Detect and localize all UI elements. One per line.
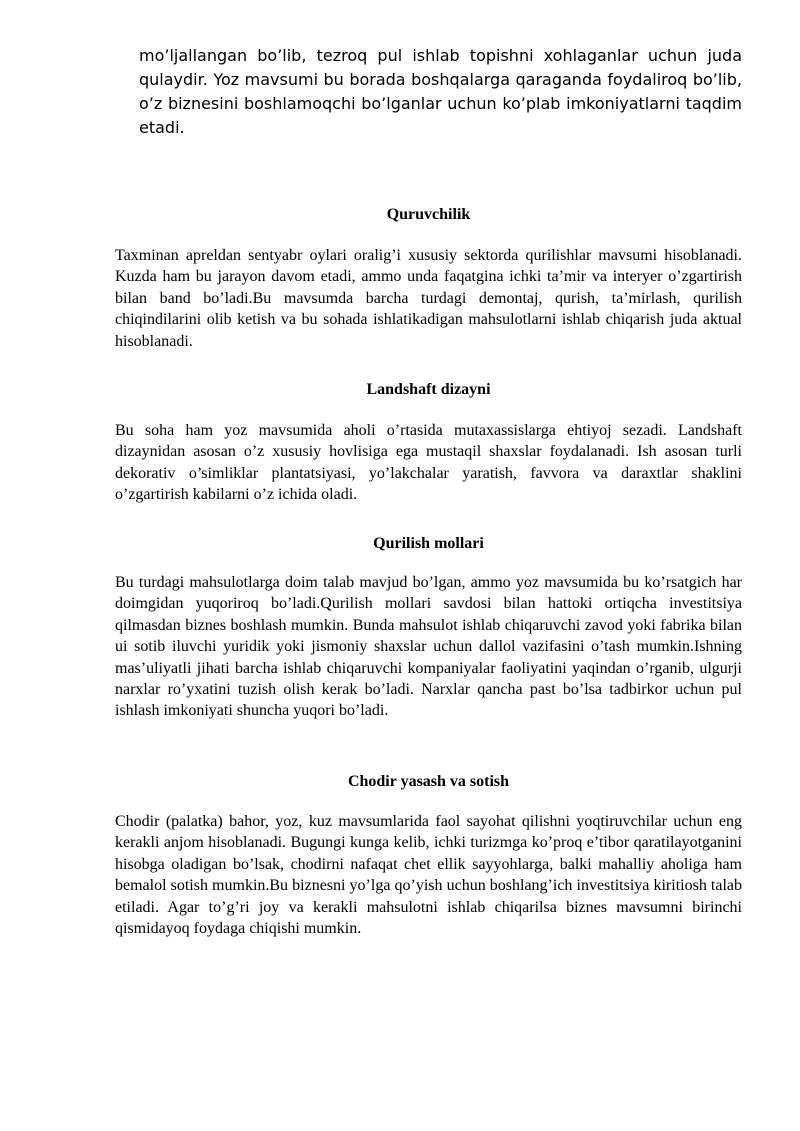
section-body-quruvchilik: Taxminan apreldan sentyabr oylari oralig’i xususiy sektorda qurilishlar mavsumi hisoblanadi. Kuzda ham bu jarayon davom etadi, ammo unda faqatgina ichki ta’mir va interyer o’zgartirish bilan band bo’ladi.Bu mavsumda barcha turdagi demontaj, qurish, ta’mirlash, qurilish chiqindilarini olib ketish va bu sohada ishlatikadigan mahsulotlarni ishlab chiqarish juda aktual hisoblanadi. (115, 247, 742, 350)
intro-paragraph: mo’ljallangan bo’lib, tezroq pul ishlab topishni xohlaganlar uchun juda qulaydir. Yoz mavsumi bu borada boshqalarga qaraganda foydaliroq bo’lib, o’z biznesini boshlamoqchi bo’lganlar uchun ko’plab imkoniyatlarni taqdim etadi. (139, 46, 742, 137)
section-heading-qurilish-mollari: Qurilish mollari (373, 535, 484, 552)
section-body-landshaft-dizayni: Bu soha ham yoz mavsumida aholi o’rtasida mutaxassislarga ehtiyoj sezadi. Landshaft dizaynidan asosan o’z xususiy hovlisiga ega mustaqil shaxslar foydalanadi. Ish asosan turli dekorativ o’simliklar plantatsiyasi, yo’lakchalar yaratish, favvora va daraxtlar shaklini o’zgartirish kabilarni o’z ichida oladi. (115, 422, 742, 504)
section-body-chodir-yasash: Chodir (palatka) bahor, yoz, kuz mavsumlarida faol sayohat qilishni yoqtiruvchilar uchun eng kerakli anjom hisoblanadi. Bugungi kunga kelib, ichki turizmga ko’proq e’tibor qaratilayotganini hisobga oladigan bo’lsak, chodirni nafaqat chet ellik sayyohlarga, balki mahalliy aholiga ham bemalol sotish mumkin.Bu biznesni yo’lga qo’yish uchun boshlang’ich investitsiya kiritiosh talab etiladi. Agar to’g’ri joy va kerakli mahsulotni ishlab chiqarilsa biznes mavsumni birinchi qismidayoq foydaga chiqishi mumkin. (115, 813, 742, 938)
section-heading-landshaft-dizayni: Landshaft dizayni (366, 381, 491, 398)
section-heading-chodir-yasash: Chodir yasash va sotish (347, 773, 510, 790)
section-body-qurilish-mollari: Bu turdagi mahsulotlarga doim talab mavjud bo’lgan, ammo yoz mavsumida bu ko’rsatgich har doimgidan yuqoriroq bo’ladi.Qurilish mollari savdosi bilan hattoki ortiqcha investitsiya qilmasdan biznes boshlash mumkin. Bunda mahsulot ishlab chiqaruvchi zavod yoki fabrika bilan ui sotib iluvchi yuridik yoki jismoniy shaxslar uchun dallol vazifasini o’tash mumkin.Ishning mas’uliyatli jihati barcha ishlab chiqaruvchi kompaniyalar faoliyatini yaqindan o’rganib, ulgurji narxlar ro’yxatini tuzish olish kerak bo’ladi. Narxlar qancha past bo’lsa tadbirkor uchun pul ishlash imkoniyati shuncha yuqori bo’ladi. (115, 574, 742, 720)
section-heading-quruvchilik: Quruvchilik (386, 206, 471, 223)
